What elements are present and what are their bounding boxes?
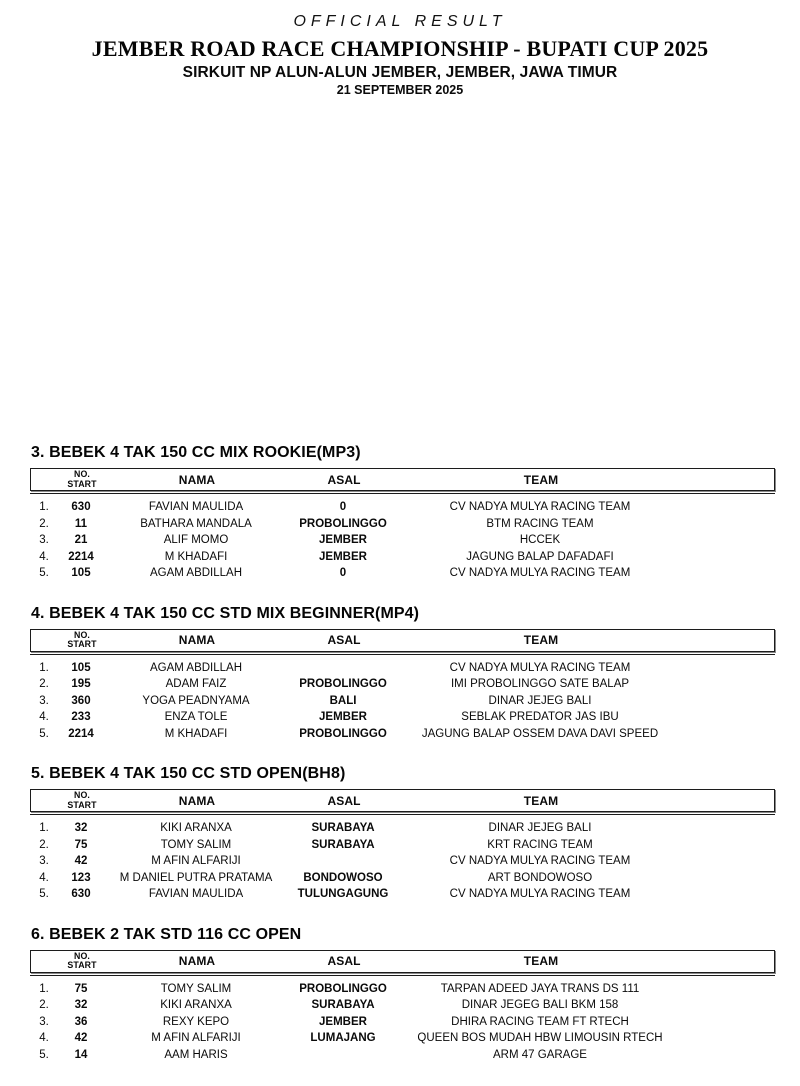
- team-cell: ART BONDOWOSO: [398, 872, 682, 884]
- table-row: [30, 499, 775, 516]
- rider-name-cell: ADAM FAIZ: [104, 678, 288, 690]
- table-body: [30, 820, 775, 903]
- position-cell: 1.: [30, 983, 58, 995]
- rider-name-cell: AGAM ABDILLAH: [104, 567, 288, 579]
- start-number-cell: 195: [58, 678, 104, 690]
- table-row: [30, 886, 775, 903]
- rider-name-cell: KIKI ARANXA: [104, 999, 288, 1011]
- table-row: [30, 1030, 775, 1047]
- start-number-cell: 75: [58, 983, 104, 995]
- position-cell: 1.: [30, 662, 58, 674]
- column-header-asal: ASAL: [289, 473, 399, 487]
- origin-cell: JEMBER: [288, 534, 398, 546]
- team-cell: DHIRA RACING TEAM FT RTECH: [398, 1016, 682, 1028]
- origin-cell: LUMAJANG: [288, 1032, 398, 1044]
- origin-cell: PROBOLINGGO: [288, 728, 398, 740]
- table-row: [30, 709, 775, 726]
- table-row: [30, 870, 775, 887]
- start-number-cell: 360: [58, 695, 104, 707]
- rider-name-cell: M KHADAFI: [104, 551, 288, 563]
- rider-name-cell: BATHARA MANDALA: [104, 518, 288, 530]
- table-row: [30, 565, 775, 582]
- origin-cell: PROBOLINGGO: [288, 518, 398, 530]
- table-row: [30, 837, 775, 854]
- table-row: [30, 516, 775, 533]
- position-cell: 5.: [30, 1049, 58, 1061]
- position-cell: 4.: [30, 1032, 58, 1044]
- table-row: [30, 549, 775, 566]
- rider-name-cell: M DANIEL PUTRA PRATAMA: [104, 872, 288, 884]
- table-header-underline: [30, 493, 775, 494]
- position-cell: 3.: [30, 534, 58, 546]
- race-section: [0, 926, 800, 1086]
- column-header-nama: NAMA: [105, 954, 289, 968]
- origin-cell: SURABAYA: [288, 839, 398, 851]
- start-number-cell: 75: [58, 839, 104, 851]
- team-cell: DINAR JEGEG BALI BKM 158: [398, 999, 682, 1011]
- team-cell: CV NADYA MULYA RACING TEAM: [398, 888, 682, 900]
- column-header-no-start: [59, 952, 105, 971]
- rider-name-cell: FAVIAN MAULIDA: [104, 888, 288, 900]
- rider-name-cell: TOMY SALIM: [104, 983, 288, 995]
- section-title: 4. BEBEK 4 TAK 150 CC STD MIX BEGINNER(MP4): [31, 605, 800, 622]
- team-cell: KRT RACING TEAM: [398, 839, 682, 851]
- race-section: [0, 444, 800, 605]
- no-start-label-line2: START: [59, 480, 105, 490]
- position-cell: 4.: [30, 711, 58, 723]
- table-row: [30, 693, 775, 710]
- rider-name-cell: AGAM ABDILLAH: [104, 662, 288, 674]
- origin-cell: 0: [288, 501, 398, 513]
- table-row: [30, 981, 775, 998]
- position-cell: 3.: [30, 695, 58, 707]
- rider-name-cell: ALIF MOMO: [104, 534, 288, 546]
- document-header: [0, 0, 800, 97]
- race-section: [0, 765, 800, 926]
- position-cell: 5.: [30, 728, 58, 740]
- table-row: [30, 1047, 775, 1064]
- team-cell: TARPAN ADEED JAYA TRANS DS 111: [398, 983, 682, 995]
- start-number-cell: 32: [58, 999, 104, 1011]
- no-start-label-line1: NO.: [59, 470, 105, 480]
- start-number-cell: 42: [58, 1032, 104, 1044]
- table-row: [30, 726, 775, 743]
- column-header-asal: ASAL: [289, 954, 399, 968]
- team-cell: CV NADYA MULYA RACING TEAM: [398, 501, 682, 513]
- position-cell: 2.: [30, 839, 58, 851]
- start-number-cell: 42: [58, 855, 104, 867]
- team-cell: HCCEK: [398, 534, 682, 546]
- origin-cell: SURABAYA: [288, 999, 398, 1011]
- table-row: [30, 997, 775, 1014]
- column-header-asal: ASAL: [289, 633, 399, 647]
- rider-name-cell: REXY KEPO: [104, 1016, 288, 1028]
- column-header-no-start: [59, 470, 105, 489]
- rider-name-cell: M AFIN ALFARIJI: [104, 1032, 288, 1044]
- team-cell: QUEEN BOS MUDAH HBW LIMOUSIN RTECH: [398, 1032, 682, 1044]
- origin-cell: JEMBER: [288, 551, 398, 563]
- event-date: 21 SEPTEMBER 2025: [0, 83, 800, 97]
- sections-container: [0, 444, 800, 1086]
- table-body: [30, 660, 775, 743]
- origin-cell: 0: [288, 567, 398, 579]
- section-title: 5. BEBEK 4 TAK 150 CC STD OPEN(BH8): [31, 765, 800, 782]
- rider-name-cell: M KHADAFI: [104, 728, 288, 740]
- start-number-cell: 11: [58, 518, 104, 530]
- table-header-row: [30, 950, 775, 973]
- position-cell: 2.: [30, 999, 58, 1011]
- position-cell: 5.: [30, 888, 58, 900]
- column-header-no-start: [59, 791, 105, 810]
- position-cell: 3.: [30, 1016, 58, 1028]
- official-result-label: OFFICIAL RESULT: [0, 13, 800, 31]
- position-cell: 4.: [30, 551, 58, 563]
- origin-cell: PROBOLINGGO: [288, 678, 398, 690]
- table-row: [30, 532, 775, 549]
- result-table: [30, 468, 775, 582]
- position-cell: 2.: [30, 518, 58, 530]
- rider-name-cell: M AFIN ALFARIJI: [104, 855, 288, 867]
- section-title: 6. BEBEK 2 TAK STD 116 CC OPEN: [31, 926, 800, 943]
- column-header-no-start: [59, 631, 105, 650]
- start-number-cell: 630: [58, 501, 104, 513]
- result-table: [30, 950, 775, 1064]
- position-cell: 3.: [30, 855, 58, 867]
- team-cell: CV NADYA MULYA RACING TEAM: [398, 855, 682, 867]
- event-title: JEMBER ROAD RACE CHAMPIONSHIP - BUPATI CUP 2025: [0, 36, 800, 62]
- no-start-label-line1: NO.: [59, 952, 105, 962]
- column-header-team: TEAM: [399, 954, 683, 968]
- origin-cell: BONDOWOSO: [288, 872, 398, 884]
- position-cell: 2.: [30, 678, 58, 690]
- column-header-team: TEAM: [399, 794, 683, 808]
- table-row: [30, 660, 775, 677]
- start-number-cell: 21: [58, 534, 104, 546]
- no-start-label-line1: NO.: [59, 631, 105, 641]
- origin-cell: TULUNGAGUNG: [288, 888, 398, 900]
- start-number-cell: 36: [58, 1016, 104, 1028]
- race-section: [0, 605, 800, 766]
- origin-cell: JEMBER: [288, 1016, 398, 1028]
- result-table: [30, 789, 775, 903]
- rider-name-cell: AAM HARIS: [104, 1049, 288, 1061]
- no-start-label-line2: START: [59, 961, 105, 971]
- rider-name-cell: KIKI ARANXA: [104, 822, 288, 834]
- rider-name-cell: ENZA TOLE: [104, 711, 288, 723]
- position-cell: 4.: [30, 872, 58, 884]
- no-start-label-line1: NO.: [59, 791, 105, 801]
- position-cell: 1.: [30, 822, 58, 834]
- table-row: [30, 853, 775, 870]
- team-cell: JAGUNG BALAP DAFADAFI: [398, 551, 682, 563]
- column-header-asal: ASAL: [289, 794, 399, 808]
- table-header-row: [30, 789, 775, 812]
- start-number-cell: 105: [58, 567, 104, 579]
- no-start-label-line2: START: [59, 640, 105, 650]
- table-row: [30, 820, 775, 837]
- rider-name-cell: TOMY SALIM: [104, 839, 288, 851]
- table-row: [30, 676, 775, 693]
- table-header-underline: [30, 975, 775, 976]
- start-number-cell: 630: [58, 888, 104, 900]
- team-cell: CV NADYA MULYA RACING TEAM: [398, 662, 682, 674]
- table-header-underline: [30, 814, 775, 815]
- table-header-underline: [30, 654, 775, 655]
- column-header-nama: NAMA: [105, 473, 289, 487]
- rider-name-cell: YOGA PEADNYAMA: [104, 695, 288, 707]
- table-header-row: [30, 629, 775, 652]
- team-cell: SEBLAK PREDATOR JAS IBU: [398, 711, 682, 723]
- team-cell: BTM RACING TEAM: [398, 518, 682, 530]
- start-number-cell: 233: [58, 711, 104, 723]
- column-header-team: TEAM: [399, 633, 683, 647]
- origin-cell: JEMBER: [288, 711, 398, 723]
- table-body: [30, 499, 775, 582]
- team-cell: JAGUNG BALAP OSSEM DAVA DAVI SPEED: [398, 728, 682, 740]
- section-title: 3. BEBEK 4 TAK 150 CC MIX ROOKIE(MP3): [31, 444, 800, 461]
- venue-line: SIRKUIT NP ALUN-ALUN JEMBER, JEMBER, JAWA TIMUR: [0, 64, 800, 82]
- result-table: [30, 629, 775, 743]
- start-number-cell: 14: [58, 1049, 104, 1061]
- team-cell: ARM 47 GARAGE: [398, 1049, 682, 1061]
- table-header-row: [30, 468, 775, 491]
- team-cell: DINAR JEJEG BALI: [398, 822, 682, 834]
- origin-cell: SURABAYA: [288, 822, 398, 834]
- start-number-cell: 2214: [58, 728, 104, 740]
- origin-cell: PROBOLINGGO: [288, 983, 398, 995]
- origin-cell: BALI: [288, 695, 398, 707]
- start-number-cell: 123: [58, 872, 104, 884]
- position-cell: 1.: [30, 501, 58, 513]
- position-cell: 5.: [30, 567, 58, 579]
- team-cell: IMI PROBOLINGGO SATE BALAP: [398, 678, 682, 690]
- no-start-label-line2: START: [59, 801, 105, 811]
- table-body: [30, 981, 775, 1064]
- start-number-cell: 2214: [58, 551, 104, 563]
- team-cell: DINAR JEJEG BALI: [398, 695, 682, 707]
- start-number-cell: 32: [58, 822, 104, 834]
- rider-name-cell: FAVIAN MAULIDA: [104, 501, 288, 513]
- table-row: [30, 1014, 775, 1031]
- column-header-nama: NAMA: [105, 794, 289, 808]
- column-header-team: TEAM: [399, 473, 683, 487]
- team-cell: CV NADYA MULYA RACING TEAM: [398, 567, 682, 579]
- column-header-nama: NAMA: [105, 633, 289, 647]
- start-number-cell: 105: [58, 662, 104, 674]
